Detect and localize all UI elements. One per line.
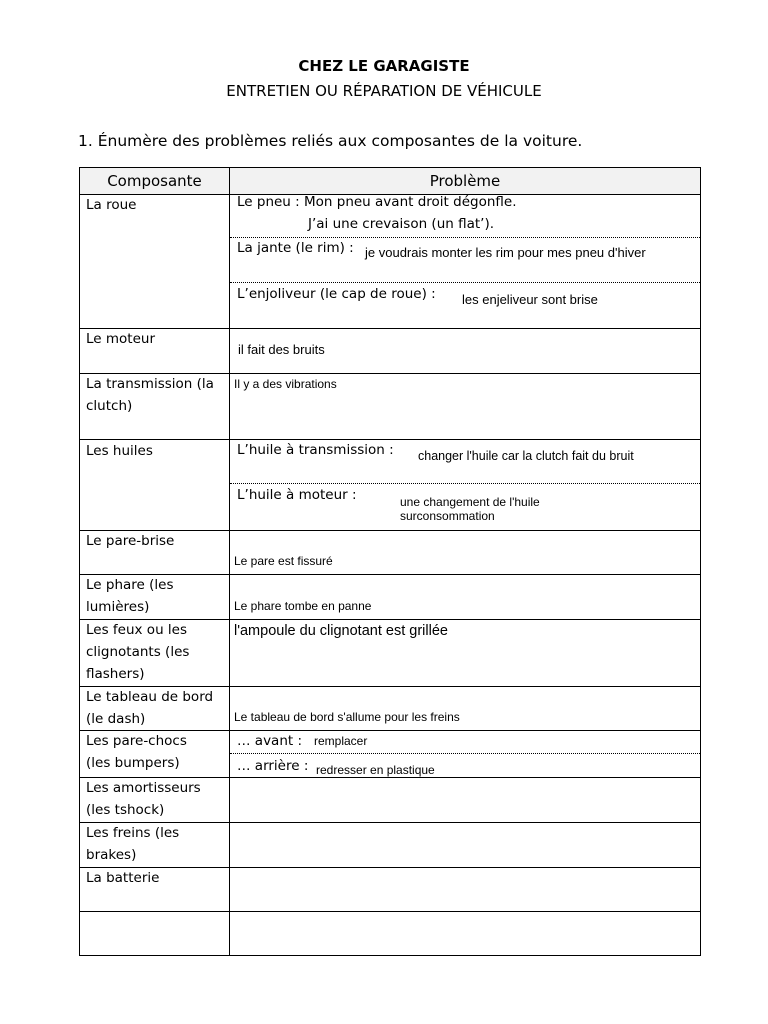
component-freins: Les freins (les brakes) — [86, 825, 180, 863]
component-la-roue: La roue — [86, 197, 137, 213]
huile-moteur-answer-line2[interactable]: surconsommation — [400, 509, 495, 523]
pneu-label: Le pneu : Mon pneu avant droit dégonfle. — [237, 194, 517, 210]
huile-moteur-answer[interactable]: une changement de l'huile — [400, 495, 540, 509]
component-moteur: Le moteur — [86, 331, 155, 347]
phare-answer[interactable]: Le phare tombe en panne — [234, 599, 372, 613]
component-transmission: La transmission (la clutch) — [86, 376, 214, 414]
jante-label: La jante (le rim) : — [237, 240, 354, 256]
feux-answer[interactable]: l'ampoule du clignotant est grillée — [234, 623, 448, 639]
document-title: CHEZ LE GARAGISTE — [298, 57, 470, 75]
component-feux: Les feux ou les clignotants (les flashers) — [86, 622, 190, 682]
column-divider — [229, 168, 230, 955]
pare-chocs-arriere-answer[interactable]: redresser en plastique — [316, 763, 435, 777]
document-subtitle: ENTRETIEN OU RÉPARATION DE VÉHICULE — [226, 82, 542, 100]
sub-row-separator — [230, 282, 700, 283]
huile-transmission-answer[interactable]: changer l'huile car la clutch fait du bruit — [418, 449, 634, 463]
transmission-answer[interactable]: Il y a des vibrations — [234, 377, 337, 391]
component-amortisseurs: Les amortisseurs (les tshock) — [86, 780, 201, 818]
component-huiles: Les huiles — [86, 443, 153, 459]
sub-row-separator — [230, 753, 700, 754]
row-separator — [80, 911, 700, 912]
moteur-answer[interactable]: il fait des bruits — [238, 342, 325, 357]
component-pare-chocs: Les pare-chocs (les bumpers) — [86, 733, 187, 771]
question-instruction: 1. Énumère des problèmes reliés aux composantes de la voiture. — [78, 132, 583, 150]
sub-row-separator — [230, 237, 700, 238]
components-problems-table — [79, 167, 701, 956]
enjoliveur-answer[interactable]: les enjeliveur sont brise — [462, 292, 598, 307]
header-component: Composante — [80, 168, 229, 194]
component-pare-brise: Le pare-brise — [86, 533, 175, 549]
pneu-label-continued: J’ai une crevaison (un flat’). — [308, 216, 495, 232]
component-phare: Le phare (les lumières) — [86, 577, 174, 615]
pare-chocs-avant-answer[interactable]: remplacer — [314, 734, 368, 748]
pare-chocs-avant-label: … avant : — [237, 733, 303, 749]
sub-row-separator — [230, 483, 700, 484]
pare-chocs-arriere-label: … arrière : — [237, 758, 309, 774]
huile-transmission-label: L’huile à transmission : — [237, 442, 394, 458]
enjoliveur-label: L’enjoliveur (le cap de roue) : — [237, 286, 436, 302]
pare-brise-answer[interactable]: Le pare est fissuré — [234, 554, 333, 568]
component-tableau-de-bord: Le tableau de bord (le dash) — [86, 689, 214, 727]
tableau-de-bord-answer[interactable]: Le tableau de bord s'allume pour les freins — [234, 710, 460, 724]
header-problem: Problème — [230, 168, 700, 194]
jante-answer[interactable]: je voudrais monter les rim pour mes pneu d'hiver — [365, 245, 646, 260]
component-batterie: La batterie — [86, 870, 160, 886]
huile-moteur-label: L’huile à moteur : — [237, 487, 357, 503]
